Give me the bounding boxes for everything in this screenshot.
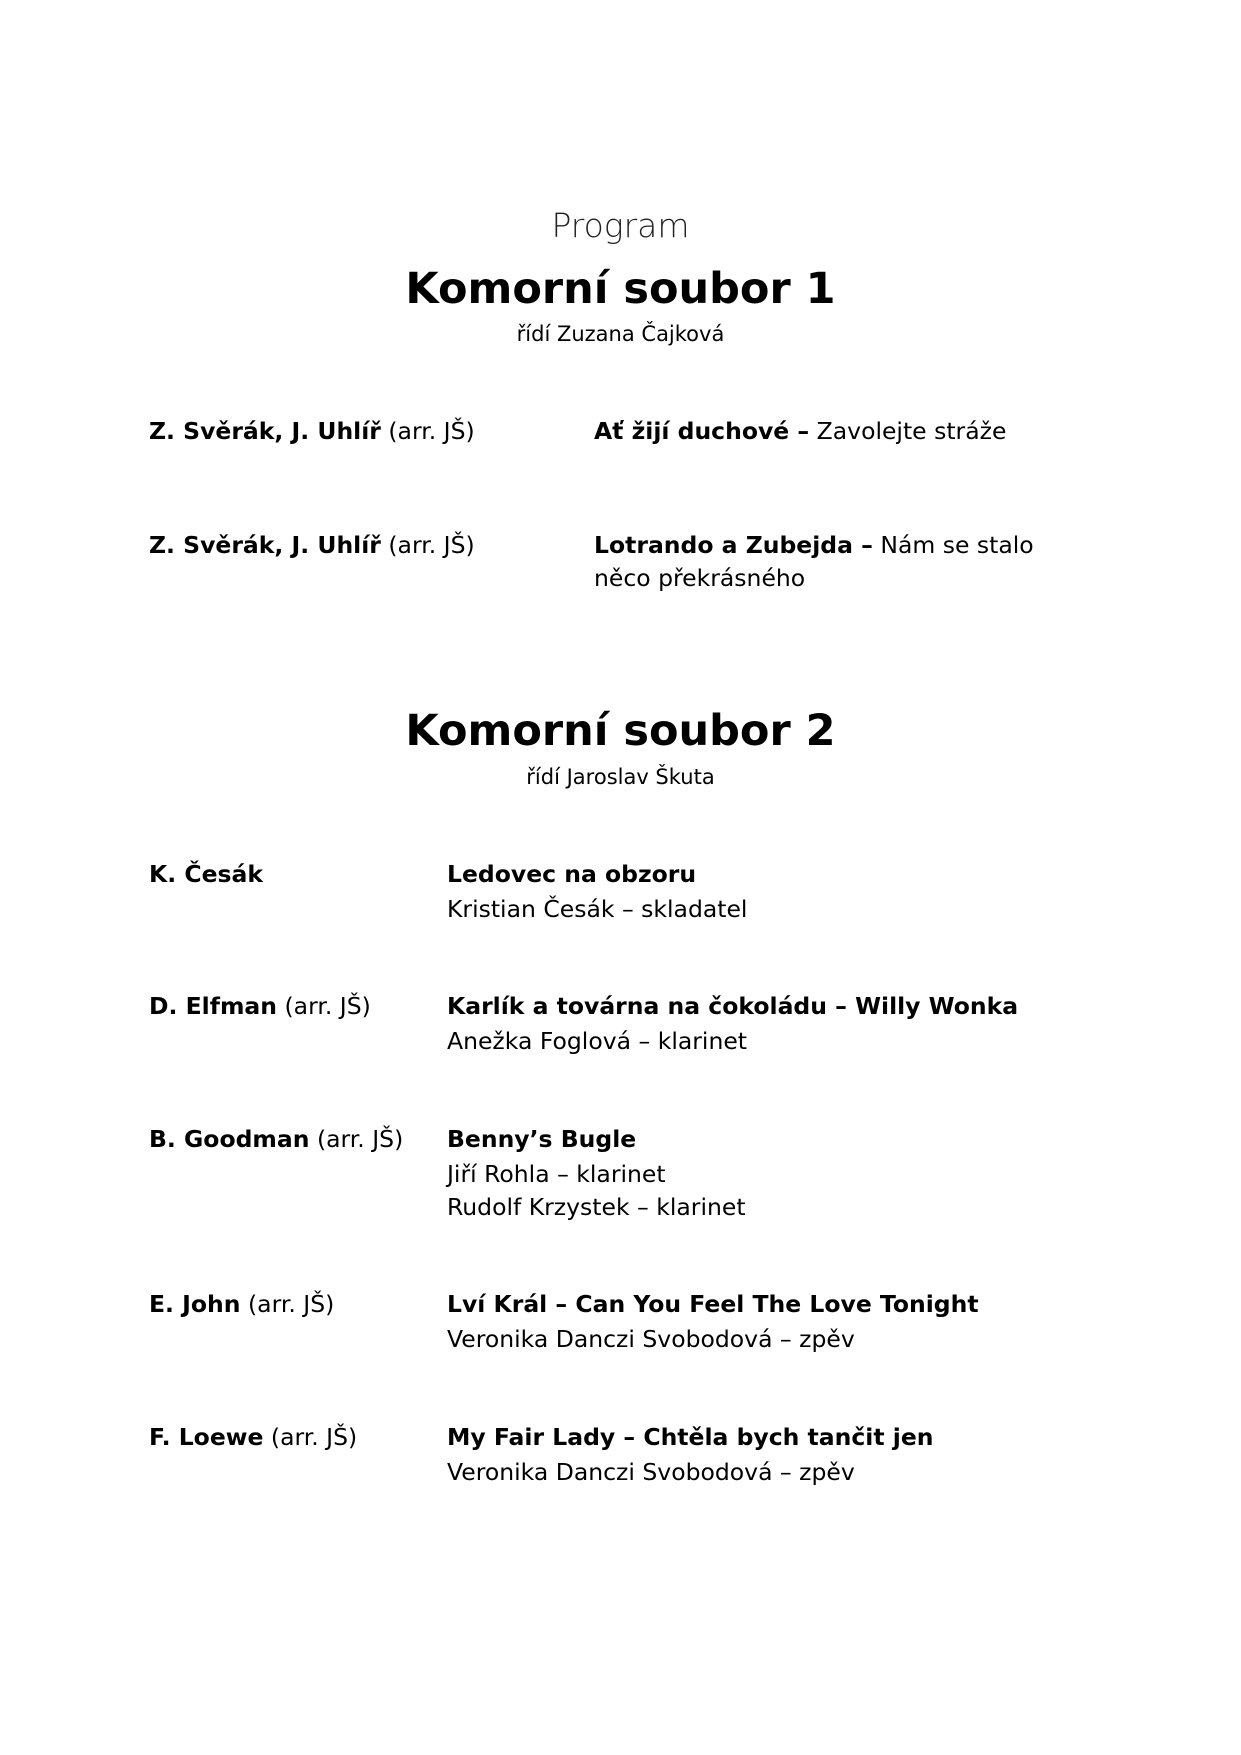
work: Karlík a továrna na čokoládu – Willy Wonka Anežka Foglová – klarinet — [447, 992, 1019, 1055]
work: Lví Král – Can You Feel The Love Tonight Veronika Danczi Svobodová – zpěv — [447, 1290, 979, 1353]
composer: Z. Svěrák, J. Uhlíř (arr. JŠ) — [149, 531, 475, 559]
work: My Fair Lady – Chtěla bych tančit jen Veronika Danczi Svobodová – zpěv — [447, 1423, 934, 1486]
composer: K. Česák — [149, 860, 263, 888]
work: Lotrando a Zubejda – Nám se stalo něco překrásného — [594, 531, 1034, 592]
work: Ať žijí duchové – Zavolejte stráže — [594, 417, 1007, 445]
section-conductor: řídí Zuzana Čajková — [516, 322, 725, 346]
composer: E. John (arr. JŠ) — [149, 1290, 335, 1318]
section-conductor: řídí Jaroslav Škuta — [526, 765, 715, 789]
composer: D. Elfman (arr. JŠ) — [149, 992, 371, 1020]
work: Ledovec na obzoru Kristian Česák – skladatel — [447, 860, 748, 923]
section-title: Komorní soubor 2 — [405, 706, 836, 756]
composer: B. Goodman (arr. JŠ) — [149, 1125, 404, 1153]
composer: F. Loewe (arr. JŠ) — [149, 1423, 358, 1451]
program-heading: Program — [551, 206, 690, 245]
section-title: Komorní soubor 1 — [405, 264, 836, 314]
work: Benny’s Bugle Jiří Rohla – klarinet Rudolf Krzystek – klarinet — [447, 1125, 746, 1221]
composer: Z. Svěrák, J. Uhlíř (arr. JŠ) — [149, 417, 475, 445]
